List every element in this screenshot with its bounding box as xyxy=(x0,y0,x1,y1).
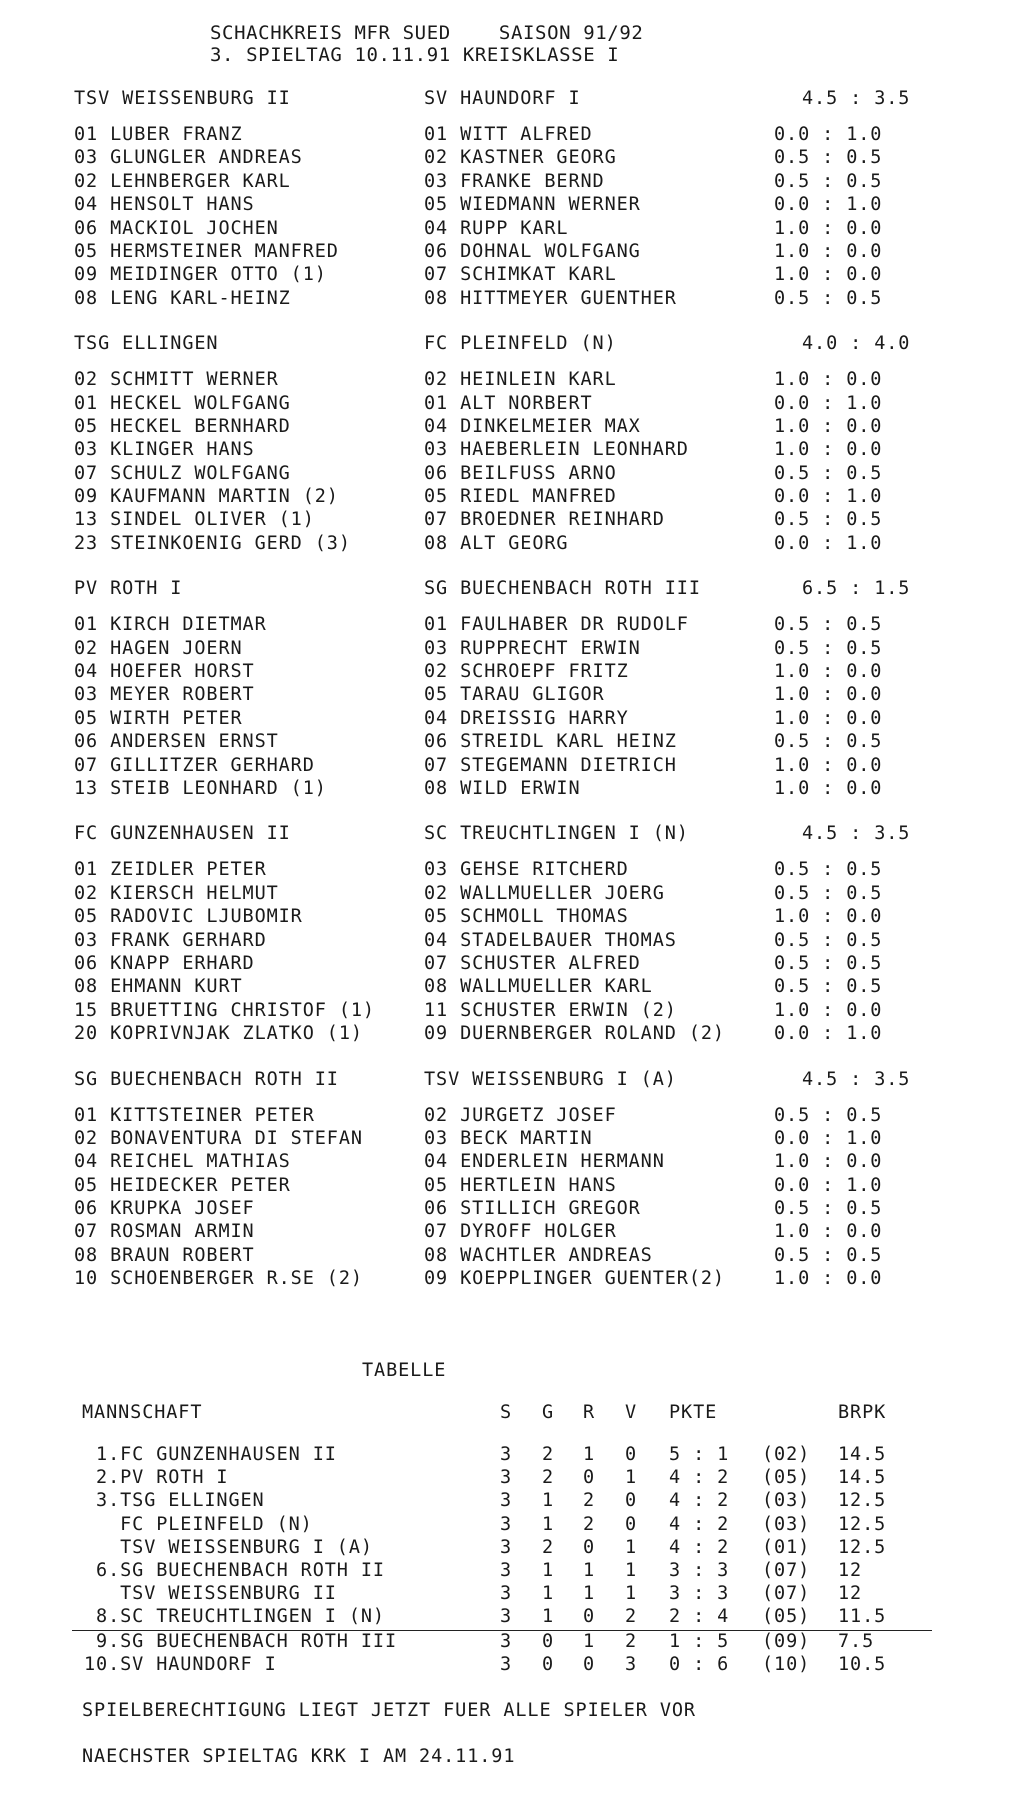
won: 0 xyxy=(542,1630,555,1652)
drawn: 0 xyxy=(583,1536,596,1558)
home-player: 02 BONAVENTURA DI STEFAN xyxy=(74,1127,363,1149)
game-row xyxy=(62,124,942,147)
game-result: 0.5 : 0.5 xyxy=(774,287,883,309)
team-name: 9.SG BUECHENBACH ROTH III xyxy=(84,1630,397,1652)
home-player: 05 RADOVIC LJUBOMIR xyxy=(74,906,303,928)
away-player: 08 WILD ERWIN xyxy=(424,777,581,799)
team-name: TSV WEISSENBURG II xyxy=(84,1583,337,1605)
board-points: 12 xyxy=(838,1559,863,1581)
game-result: 1.0 : 0.0 xyxy=(774,777,883,799)
game-result: 0.0 : 1.0 xyxy=(774,1174,883,1196)
away-player: 02 JURGETZ JOSEF xyxy=(424,1104,617,1126)
home-player: 10 SCHOENBERGER R.SE (2) xyxy=(74,1268,363,1290)
match-block xyxy=(62,578,942,801)
game-row xyxy=(62,1151,942,1174)
game-result: 1.0 : 0.0 xyxy=(774,264,883,286)
drawn: 1 xyxy=(583,1559,596,1581)
away-player: 02 KASTNER GEORG xyxy=(424,147,617,169)
wins-count: (07) xyxy=(762,1559,811,1581)
away-player: 06 DOHNAL WOLFGANG xyxy=(424,240,641,262)
game-row xyxy=(62,218,942,241)
home-player: 08 LENG KARL-HEINZ xyxy=(74,287,291,309)
home-player: 15 BRUETTING CHRISTOF (1) xyxy=(74,999,375,1021)
standings-row xyxy=(72,1560,932,1583)
home-player: 01 HECKEL WOLFGANG xyxy=(74,392,291,414)
game-result: 1.0 : 0.0 xyxy=(774,217,883,239)
drawn: 2 xyxy=(583,1513,596,1535)
wins-count: (07) xyxy=(762,1583,811,1605)
game-result: 0.5 : 0.5 xyxy=(774,637,883,659)
away-player: 08 HITTMEYER GUENTHER xyxy=(424,287,677,309)
wins-count: (03) xyxy=(762,1490,811,1512)
home-player: 02 SCHMITT WERNER xyxy=(74,369,279,391)
played: 3 xyxy=(500,1583,513,1605)
team-name: 8.SC TREUCHTLINGEN I (N) xyxy=(84,1606,385,1628)
points: 4 : 2 xyxy=(669,1490,730,1512)
away-team: FC PLEINFELD (N) xyxy=(424,333,617,355)
won: 2 xyxy=(542,1444,555,1465)
away-player: 05 HERTLEIN HANS xyxy=(424,1174,617,1196)
away-player: 02 HEINLEIN KARL xyxy=(424,369,617,391)
game-row xyxy=(62,1175,942,1198)
game-row xyxy=(62,486,942,509)
header-lost: V xyxy=(625,1402,638,1423)
game-result: 1.0 : 0.0 xyxy=(774,1221,883,1243)
game-row xyxy=(62,416,942,439)
match-header xyxy=(62,578,942,614)
away-player: 07 SCHIMKAT KARL xyxy=(424,264,617,286)
away-player: 04 STADELBAUER THOMAS xyxy=(424,929,677,951)
lost: 1 xyxy=(625,1536,638,1558)
drawn: 1 xyxy=(583,1583,596,1605)
lost: 2 xyxy=(625,1606,638,1628)
lost: 0 xyxy=(625,1444,638,1465)
game-row xyxy=(62,1268,942,1291)
points: 5 : 1 xyxy=(669,1444,730,1465)
home-player: 23 STEINKOENIG GERD (3) xyxy=(74,532,351,554)
game-result: 0.0 : 1.0 xyxy=(774,532,883,554)
away-player: 05 TARAU GLIGOR xyxy=(424,684,605,706)
board-points: 12 xyxy=(838,1583,863,1605)
match-header xyxy=(62,333,942,369)
home-player: 05 HECKEL BERNHARD xyxy=(74,415,291,437)
game-row xyxy=(62,638,942,661)
home-team: PV ROTH I xyxy=(74,578,183,600)
game-row xyxy=(62,241,942,264)
played: 3 xyxy=(500,1444,513,1465)
game-result: 1.0 : 0.0 xyxy=(774,661,883,683)
game-result: 0.5 : 0.5 xyxy=(774,509,883,531)
header-points: PKTE xyxy=(669,1402,718,1423)
game-result: 0.0 : 1.0 xyxy=(774,392,883,414)
document-header xyxy=(210,22,643,66)
away-player: 06 STILLICH GREGOR xyxy=(424,1198,641,1220)
game-row xyxy=(62,1023,942,1046)
game-row xyxy=(62,906,942,929)
points: 4 : 2 xyxy=(669,1467,730,1489)
board-points: 14.5 xyxy=(838,1444,887,1465)
game-result: 0.0 : 1.0 xyxy=(774,1127,883,1149)
away-player: 03 HAEBERLEIN LEONHARD xyxy=(424,439,689,461)
game-result: 0.5 : 0.5 xyxy=(774,1104,883,1126)
game-result: 0.5 : 0.5 xyxy=(774,147,883,169)
home-player: 09 KAUFMANN MARTIN (2) xyxy=(74,486,339,508)
home-player: 05 WIRTH PETER xyxy=(74,707,243,729)
header-line-2: 3. SPIELTAG 10.11.91 KREISKLASSE I xyxy=(210,44,620,66)
away-player: 04 RUPP KARL xyxy=(424,217,569,239)
away-player: 04 DINKELMEIER MAX xyxy=(424,415,641,437)
home-player: 08 BRAUN ROBERT xyxy=(74,1244,255,1266)
match-score: 4.5 : 3.5 xyxy=(802,88,911,109)
board-points: 7.5 xyxy=(838,1630,875,1652)
game-row xyxy=(62,147,942,170)
game-result: 0.0 : 1.0 xyxy=(774,486,883,508)
won: 1 xyxy=(542,1559,555,1581)
away-player: 02 WALLMUELLER JOERG xyxy=(424,882,665,904)
lost: 0 xyxy=(625,1513,638,1535)
game-result: 0.0 : 1.0 xyxy=(774,124,883,145)
points: 3 : 3 xyxy=(669,1583,730,1605)
home-player: 04 HOEFER HORST xyxy=(74,661,255,683)
wins-count: (09) xyxy=(762,1630,811,1652)
home-player: 06 MACKIOL JOCHEN xyxy=(74,217,279,239)
away-team: SC TREUCHTLINGEN I (N) xyxy=(424,823,689,845)
away-player: 06 STREIDL KARL HEINZ xyxy=(424,731,677,753)
drawn: 0 xyxy=(583,1467,596,1489)
lost: 1 xyxy=(625,1559,638,1581)
home-player: 04 HENSOLT HANS xyxy=(74,194,255,216)
game-row xyxy=(62,883,942,906)
played: 3 xyxy=(500,1490,513,1512)
game-row xyxy=(62,509,942,532)
game-result: 0.5 : 0.5 xyxy=(774,929,883,951)
game-row xyxy=(62,439,942,462)
away-player: 05 SCHMOLL THOMAS xyxy=(424,906,629,928)
points: 4 : 2 xyxy=(669,1513,730,1535)
standings-row xyxy=(72,1537,932,1560)
match-block xyxy=(62,1069,942,1292)
away-player: 08 WALLMUELLER KARL xyxy=(424,976,653,998)
game-row xyxy=(62,463,942,486)
home-player: 01 KITTSTEINER PETER xyxy=(74,1104,315,1126)
game-row xyxy=(62,369,942,392)
game-row xyxy=(62,533,942,556)
home-player: 07 GILLITZER GERHARD xyxy=(74,754,315,776)
away-player: 01 FAULHABER DR RUDOLF xyxy=(424,614,689,636)
played: 3 xyxy=(500,1467,513,1489)
drawn: 2 xyxy=(583,1490,596,1512)
drawn: 1 xyxy=(583,1444,596,1465)
team-name: 3.TSG ELLINGEN xyxy=(84,1490,265,1512)
away-team: SG BUECHENBACH ROTH III xyxy=(424,578,701,600)
won: 2 xyxy=(542,1467,555,1489)
home-player: 06 KRUPKA JOSEF xyxy=(74,1198,255,1220)
away-player: 02 SCHROEPF FRITZ xyxy=(424,661,629,683)
team-name: 10.SV HAUNDORF I xyxy=(84,1653,277,1675)
points: 1 : 5 xyxy=(669,1630,730,1652)
game-row xyxy=(62,1245,942,1268)
game-result: 0.5 : 0.5 xyxy=(774,976,883,998)
game-row xyxy=(62,755,942,778)
away-player: 05 RIEDL MANFRED xyxy=(424,486,617,508)
game-result: 0.5 : 0.5 xyxy=(774,859,883,881)
board-points: 10.5 xyxy=(838,1653,887,1675)
game-row xyxy=(62,976,942,999)
header-drawn: R xyxy=(583,1402,596,1423)
wins-count: (05) xyxy=(762,1467,811,1489)
team-name: 1.FC GUNZENHAUSEN II xyxy=(84,1444,337,1465)
game-row xyxy=(62,393,942,416)
game-row xyxy=(62,1128,942,1151)
match-score: 4.5 : 3.5 xyxy=(802,1068,911,1090)
game-row xyxy=(62,194,942,217)
game-row xyxy=(62,1105,942,1128)
home-player: 08 EHMANN KURT xyxy=(74,976,243,998)
home-player: 02 KIERSCH HELMUT xyxy=(74,882,279,904)
played: 3 xyxy=(500,1630,513,1652)
header-line-1: SCHACHKREIS MFR SUED SAISON 91/92 xyxy=(210,22,644,44)
game-row xyxy=(62,661,942,684)
game-row xyxy=(62,264,942,287)
away-team: TSV WEISSENBURG I (A) xyxy=(424,1068,677,1090)
game-result: 1.0 : 0.0 xyxy=(774,439,883,461)
standings-row xyxy=(72,1654,932,1677)
away-player: 08 ALT GEORG xyxy=(424,532,569,554)
home-team: FC GUNZENHAUSEN II xyxy=(74,823,291,845)
drawn: 1 xyxy=(583,1630,596,1652)
played: 3 xyxy=(500,1653,513,1675)
lost: 0 xyxy=(625,1490,638,1512)
home-player: 02 HAGEN JOERN xyxy=(74,637,243,659)
points: 0 : 6 xyxy=(669,1653,730,1675)
game-result: 0.5 : 0.5 xyxy=(774,462,883,484)
home-player: 01 KIRCH DIETMAR xyxy=(74,614,267,636)
match-header xyxy=(62,88,942,124)
drawn: 0 xyxy=(583,1606,596,1628)
game-row xyxy=(62,1000,942,1023)
away-player: 09 DUERNBERGER ROLAND (2) xyxy=(424,1023,725,1045)
game-result: 1.0 : 0.0 xyxy=(774,240,883,262)
game-row xyxy=(62,930,942,953)
away-player: 01 WITT ALFRED xyxy=(424,124,593,145)
match-header xyxy=(62,823,942,859)
match-score: 4.0 : 4.0 xyxy=(802,333,911,355)
lost: 3 xyxy=(625,1653,638,1675)
lost: 1 xyxy=(625,1583,638,1605)
game-result: 0.5 : 0.5 xyxy=(774,1244,883,1266)
board-points: 12.5 xyxy=(838,1490,887,1512)
standings-table xyxy=(72,1402,932,1677)
away-player: 05 WIEDMANN WERNER xyxy=(424,194,641,216)
home-team: SG BUECHENBACH ROTH II xyxy=(74,1068,339,1090)
game-result: 0.5 : 0.5 xyxy=(774,952,883,974)
standings-row xyxy=(72,1514,932,1537)
won: 2 xyxy=(542,1536,555,1558)
game-row xyxy=(62,684,942,707)
home-player: 01 LUBER FRANZ xyxy=(74,124,243,145)
game-result: 0.0 : 1.0 xyxy=(774,1023,883,1045)
away-player: 03 FRANKE BERND xyxy=(424,170,605,192)
home-player: 07 SCHULZ WOLFGANG xyxy=(74,462,291,484)
home-player: 03 GLUNGLER ANDREAS xyxy=(74,147,303,169)
away-player: 03 BECK MARTIN xyxy=(424,1127,593,1149)
game-result: 0.5 : 0.5 xyxy=(774,1198,883,1220)
home-player: 20 KOPRIVNJAK ZLATKO (1) xyxy=(74,1023,363,1045)
away-player: 06 BEILFUSS ARNO xyxy=(424,462,617,484)
standings-row xyxy=(72,1583,932,1606)
away-player: 09 KOEPPLINGER GUENTER(2) xyxy=(424,1268,725,1290)
header-board-points: BRPK xyxy=(838,1402,887,1423)
wins-count: (05) xyxy=(762,1606,811,1628)
points: 3 : 3 xyxy=(669,1559,730,1581)
points: 2 : 4 xyxy=(669,1606,730,1628)
match-results xyxy=(62,88,942,1314)
points: 4 : 2 xyxy=(669,1536,730,1558)
game-row xyxy=(62,731,942,754)
home-player: 13 STEIB LEONHARD (1) xyxy=(74,777,327,799)
home-player: 01 ZEIDLER PETER xyxy=(74,859,267,881)
eligibility-note: SPIELBERECHTIGUNG LIEGT JETZT FUER ALLE SPIELER VOR xyxy=(82,1700,696,1721)
won: 1 xyxy=(542,1606,555,1628)
game-result: 1.0 : 0.0 xyxy=(774,684,883,706)
played: 3 xyxy=(500,1513,513,1535)
wins-count: (03) xyxy=(762,1513,811,1535)
game-result: 1.0 : 0.0 xyxy=(774,1151,883,1173)
played: 3 xyxy=(500,1536,513,1558)
team-name: TSV WEISSENBURG I (A) xyxy=(84,1536,373,1558)
home-player: 03 FRANK GERHARD xyxy=(74,929,267,951)
home-player: 03 MEYER ROBERT xyxy=(74,684,255,706)
game-result: 1.0 : 0.0 xyxy=(774,369,883,391)
match-header xyxy=(62,1069,942,1105)
standings-row xyxy=(72,1467,932,1490)
game-row xyxy=(62,1221,942,1244)
match-score: 4.5 : 3.5 xyxy=(802,823,911,845)
header-won: G xyxy=(542,1402,555,1423)
away-player: 03 RUPPRECHT ERWIN xyxy=(424,637,641,659)
match-block xyxy=(62,333,942,556)
game-result: 1.0 : 0.0 xyxy=(774,906,883,928)
home-team: TSG ELLINGEN xyxy=(74,333,219,355)
game-result: 0.5 : 0.5 xyxy=(774,731,883,753)
away-player: 11 SCHUSTER ERWIN (2) xyxy=(424,999,677,1021)
standings-header xyxy=(72,1402,932,1444)
away-player: 07 DYROFF HOLGER xyxy=(424,1221,617,1243)
header-played: S xyxy=(500,1402,513,1423)
home-player: 04 REICHEL MATHIAS xyxy=(74,1151,291,1173)
away-player: 07 SCHUSTER ALFRED xyxy=(424,952,641,974)
standings-row xyxy=(72,1631,932,1654)
team-name: FC PLEINFELD (N) xyxy=(84,1513,313,1535)
won: 1 xyxy=(542,1513,555,1535)
away-player: 03 GEHSE RITCHERD xyxy=(424,859,629,881)
wins-count: (01) xyxy=(762,1536,811,1558)
board-points: 12.5 xyxy=(838,1536,887,1558)
game-result: 1.0 : 0.0 xyxy=(774,707,883,729)
lost: 1 xyxy=(625,1467,638,1489)
board-points: 11.5 xyxy=(838,1606,887,1628)
home-player: 05 HEIDECKER PETER xyxy=(74,1174,291,1196)
away-player: 04 ENDERLEIN HERMANN xyxy=(424,1151,665,1173)
played: 3 xyxy=(500,1559,513,1581)
away-player: 08 WACHTLER ANDREAS xyxy=(424,1244,653,1266)
home-team: TSV WEISSENBURG II xyxy=(74,88,291,109)
board-points: 14.5 xyxy=(838,1467,887,1489)
match-score: 6.5 : 1.5 xyxy=(802,578,911,600)
game-row xyxy=(62,953,942,976)
game-result: 1.0 : 0.0 xyxy=(774,754,883,776)
home-player: 03 KLINGER HANS xyxy=(74,439,255,461)
home-player: 05 HERMSTEINER MANFRED xyxy=(74,240,339,262)
home-player: 09 MEIDINGER OTTO (1) xyxy=(74,264,327,286)
wins-count: (10) xyxy=(762,1653,811,1675)
game-row xyxy=(62,171,942,194)
away-player: 07 BROEDNER REINHARD xyxy=(424,509,665,531)
away-player: 01 ALT NORBERT xyxy=(424,392,593,414)
match-block xyxy=(62,88,942,311)
won: 1 xyxy=(542,1583,555,1605)
standings-row xyxy=(72,1444,932,1467)
game-row xyxy=(62,708,942,731)
away-player: 07 STEGEMANN DIETRICH xyxy=(424,754,677,776)
game-result: 0.5 : 0.5 xyxy=(774,170,883,192)
played: 3 xyxy=(500,1606,513,1628)
game-result: 1.0 : 0.0 xyxy=(774,415,883,437)
lost: 2 xyxy=(625,1630,638,1652)
team-name: 2.PV ROTH I xyxy=(84,1467,229,1489)
board-points: 12.5 xyxy=(838,1513,887,1535)
header-team: MANNSCHAFT xyxy=(82,1402,203,1423)
standings-title: TABELLE xyxy=(362,1360,447,1381)
won: 1 xyxy=(542,1490,555,1512)
game-row xyxy=(62,778,942,801)
footer-notes xyxy=(82,1700,696,1792)
game-result: 1.0 : 0.0 xyxy=(774,1268,883,1290)
home-player: 06 KNAPP ERHARD xyxy=(74,952,255,974)
game-row xyxy=(62,859,942,882)
next-matchday-note: NAECHSTER SPIELTAG KRK I AM 24.11.91 xyxy=(82,1746,516,1767)
game-result: 0.5 : 0.5 xyxy=(774,882,883,904)
game-result: 1.0 : 0.0 xyxy=(774,999,883,1021)
drawn: 0 xyxy=(583,1653,596,1675)
game-row xyxy=(62,288,942,311)
team-name: 6.SG BUECHENBACH ROTH II xyxy=(84,1559,385,1581)
standings-row-relegation-line xyxy=(72,1606,932,1630)
game-row xyxy=(62,614,942,637)
home-player: 13 SINDEL OLIVER (1) xyxy=(74,509,315,531)
game-row xyxy=(62,1198,942,1221)
wins-count: (02) xyxy=(762,1444,811,1465)
home-player: 07 ROSMAN ARMIN xyxy=(74,1221,255,1243)
away-team: SV HAUNDORF I xyxy=(424,88,581,109)
match-block xyxy=(62,823,942,1046)
home-player: 02 LEHNBERGER KARL xyxy=(74,170,291,192)
home-player: 06 ANDERSEN ERNST xyxy=(74,731,279,753)
game-result: 0.5 : 0.5 xyxy=(774,614,883,636)
won: 0 xyxy=(542,1653,555,1675)
game-result: 0.0 : 1.0 xyxy=(774,194,883,216)
away-player: 04 DREISSIG HARRY xyxy=(424,707,629,729)
standings-row xyxy=(72,1490,932,1513)
